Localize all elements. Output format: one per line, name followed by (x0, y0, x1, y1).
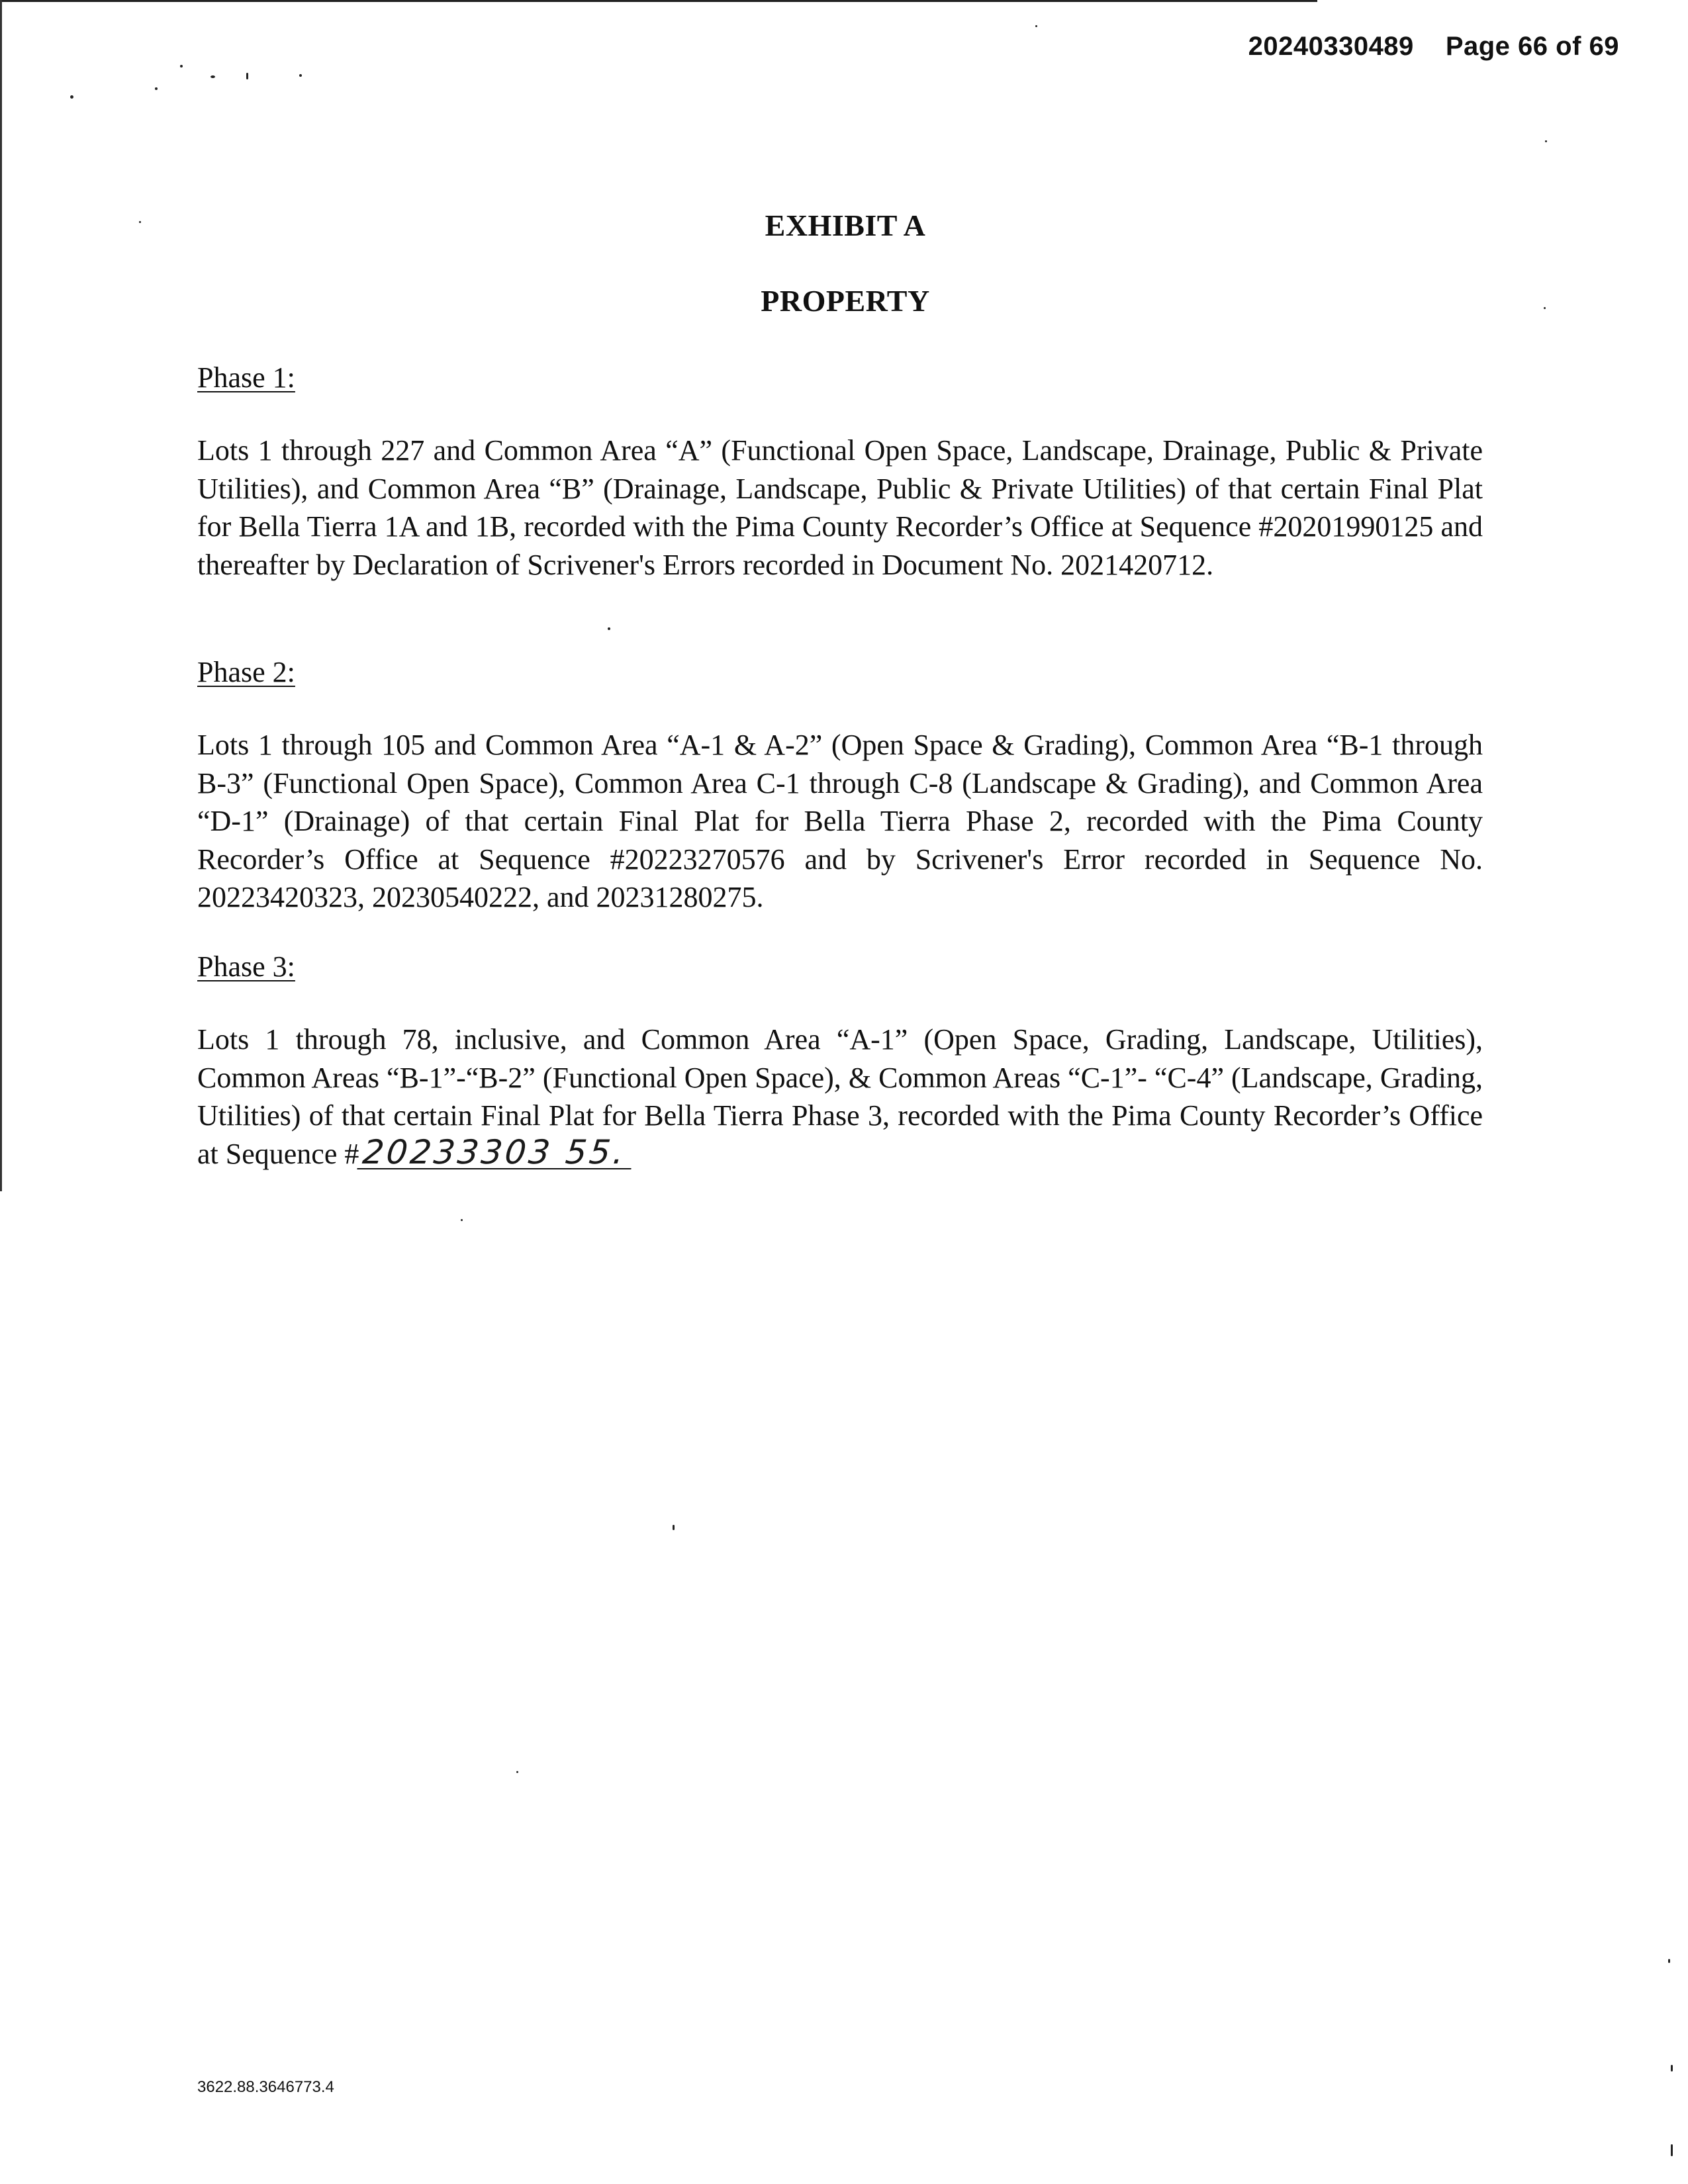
property-title: PROPERTY (761, 284, 930, 318)
scan-speck (1671, 2144, 1673, 2156)
scan-speck (211, 75, 215, 78)
footer-document-id: 3622.88.3646773.4 (197, 2078, 334, 2096)
scan-speck (1545, 140, 1547, 142)
scan-speck (180, 65, 183, 68)
page-number: Page 66 of 69 (1445, 32, 1619, 61)
phase-1-text: Lots 1 through 227 and Common Area “A” (Functional Open Space, Landscape, Drainage, Public & Private Utilities), and Common Area “B” (Drainage, Landscape, Public & Private Utilities) of that certain Final Plat for Bella Tierra 1A and 1B, recorded with the Pima County Recorder’s Office at Sequence #20201990125 and thereafter by Declaration of Scrivener's Errors recorded in Document No. 2021420712. (197, 434, 1483, 581)
scan-speck (155, 87, 158, 90)
scan-speck (608, 627, 610, 630)
phase-3-text: Lots 1 through 78, inclusive, and Common Area “A-1” (Open Space, Grading, Landscape, Utilities), Common Areas “B-1”-“B-2” (Functional Open Space), & Common Areas “C-1”- “C-4” (Landscape, Grading, Utilities) of that certain Final Plat for Bella Tierra Phase 3, recorded with the Pima County Recorder’s Office at Sequence # (197, 1023, 1483, 1170)
exhibit-title: EXHIBIT A (765, 208, 926, 242)
scan-speck (299, 74, 302, 77)
phase-3-description (197, 1021, 1483, 1173)
phase-2-heading: Phase 2: (197, 656, 295, 688)
phase-3-heading: Phase 3: (197, 950, 295, 983)
scan-speck (1035, 25, 1037, 27)
phase-1-heading: Phase 1: (197, 361, 295, 394)
scan-speck (516, 1771, 518, 1773)
phase-2-text: Lots 1 through 105 and Common Area “A-1 & A-2” (Open Space & Grading), Common Area “B-1 through B-3” (Functional Open Space), Common Area C-1 through C-8 (Landscape & Grading), and Common Area “D-1” (Drainage) of that certain Final Plat for Bella Tierra Phase 2, recorded with the Pima County Recorder’s Office at Sequence #20223270576 and by Scrivener's Error recorded in Sequence No. 20223420323, 20230540222, and 20231280275. (197, 729, 1483, 913)
document-number: 20240330489 (1248, 32, 1414, 61)
phase-2-description (197, 726, 1483, 917)
scan-speck (1668, 1959, 1670, 1963)
scan-speck (1671, 2065, 1673, 2071)
scan-edge-left (0, 0, 2, 1191)
scan-speck (461, 1219, 463, 1221)
recording-header (1248, 32, 1619, 62)
scan-speck (70, 95, 73, 99)
handwritten-sequence-number: 20233303 55. (357, 1136, 635, 1169)
scan-speck (673, 1525, 675, 1530)
phase-1-description (197, 432, 1483, 584)
scan-edge-top (0, 0, 1317, 2)
scan-speck (246, 73, 248, 79)
